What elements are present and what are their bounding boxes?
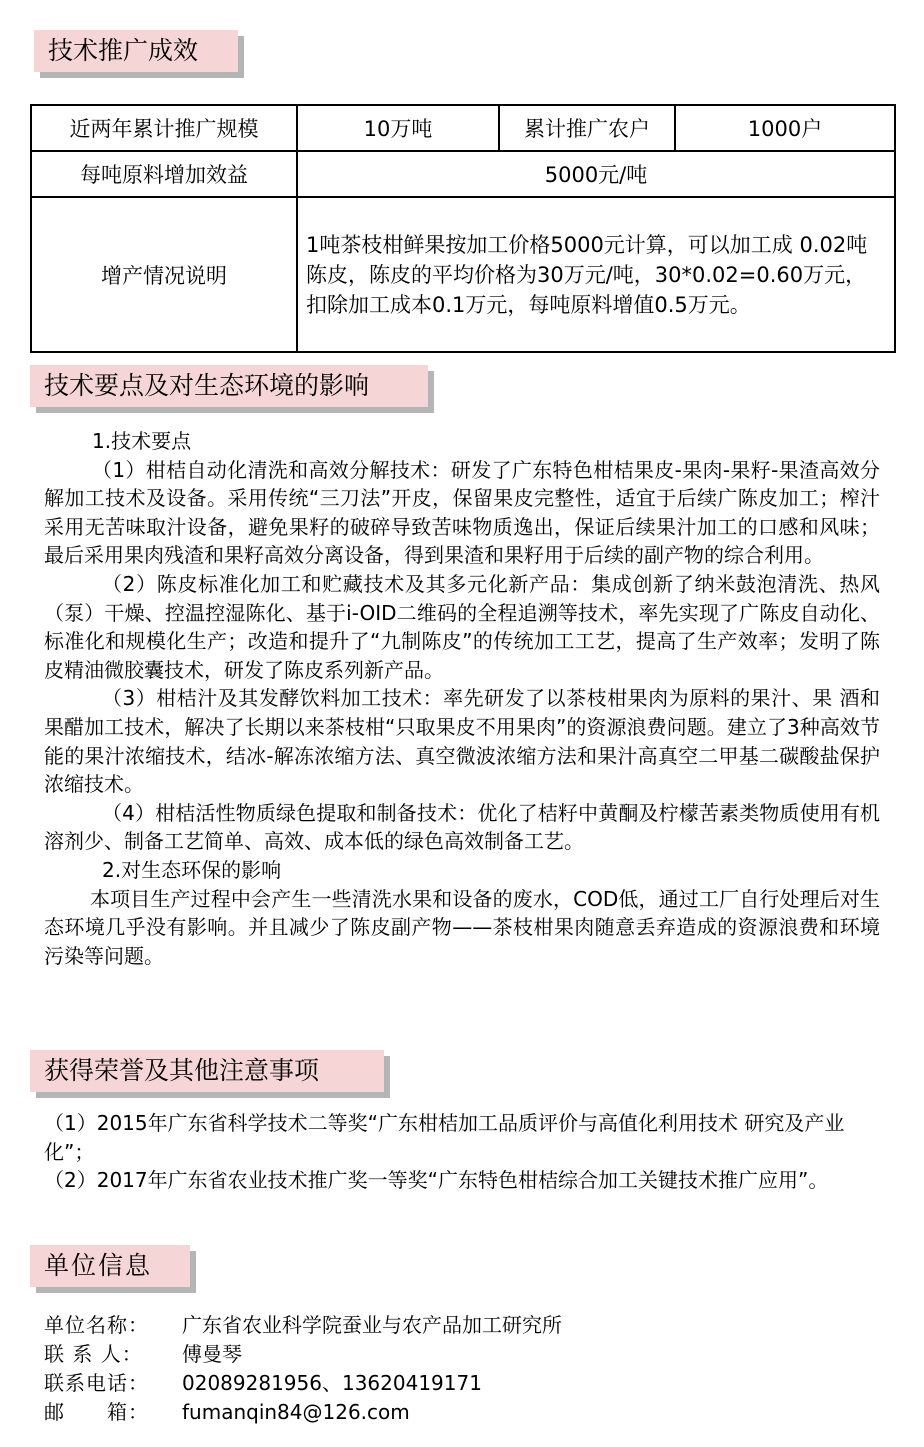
contact-label: 联 系 人： bbox=[44, 1342, 143, 1366]
tech-paragraph: （1）柑桔自动化清洗和高效分解技术：研发了广东特色柑桔果皮-果肉-果籽-果渣高效分解加工技术及设备。采用传统“三刀法”开皮，保留果皮完整性，适宜于后续广陈皮加工；榨汁采用无苦味取汁设备，避免果籽的破碎导致苦味物质逸出，保证后续果汁加工的口感和风味；最后采用果肉残渣和果籽高效分离设备，得到果渣和果籽用于后续的副产物的综合利用。 bbox=[44, 457, 880, 568]
section-title-effect: 技术推广成效 bbox=[34, 30, 238, 72]
table-row bbox=[31, 151, 895, 197]
honor-item: （2）2017年广东省农业技术推广奖一等奖“广东特色柑桔综合加工关键技术推广应用”。 bbox=[44, 1168, 829, 1193]
unit-row-email bbox=[44, 1398, 562, 1427]
desc-value: 1吨茶枝柑鲜果按加工价格5000元计算，可以加工成 0.02吨陈皮，陈皮的平均价格为30万元/吨，30*0.02=0.60万元，扣除加工成本0.1万元，每吨原料增值0.5万元。 bbox=[297, 197, 895, 352]
phone-label: 联系电话： bbox=[44, 1371, 149, 1395]
section-title-tech: 技术要点及对生态环境的影响 bbox=[30, 365, 428, 407]
farmers-value: 1000户 bbox=[675, 105, 895, 151]
tech-paragraph: （2）陈皮标准化加工和贮藏技术及其多元化新产品：集成创新了纳米鼓泡清洗、热风（泵）干燥、控温控湿陈化、基于i-OID二维码的全程追溯等技术，率先实现了广陈皮自动化、标准化和规模化生产；改造和提升了“九制陈皮”的传统加工工艺，提高了生产效率；发明了陈皮精油微胶囊技术，研发了陈皮系列新产品。 bbox=[44, 571, 880, 682]
benefit-label: 每吨原料增加效益 bbox=[31, 151, 297, 197]
desc-label: 增产情况说明 bbox=[31, 197, 297, 352]
email-label: 邮 箱： bbox=[44, 1400, 149, 1424]
section-title-honors: 获得荣誉及其他注意事项 bbox=[30, 1050, 384, 1092]
table-row bbox=[31, 105, 895, 151]
contact-value: 傅曼琴 bbox=[182, 1342, 242, 1366]
section-title-unit: 单位信息 bbox=[30, 1245, 190, 1287]
scale-value: 10万吨 bbox=[297, 105, 499, 151]
scale-label: 近两年累计推广规模 bbox=[31, 105, 297, 151]
tech-paragraph: （3）柑桔汁及其发酵饮料加工技术：率先研发了以茶枝柑果肉为原料的果汁、果 酒和果醋加工技术，解决了长期以来茶枝柑“只取果皮不用果肉”的资源浪费问题。建立了3种高效节能的果汁浓缩技术，结冰-解冻浓缩方法、真空微波浓缩方法和果汁高真空二甲基二碳酸盐保护浓缩技术。 bbox=[44, 686, 880, 797]
unit-info bbox=[44, 1311, 562, 1427]
farmers-label: 累计推广农户 bbox=[499, 105, 675, 151]
tech-paragraph: 本项目生产过程中会产生一些清洗水果和设备的废水，COD低，通过工厂自行处理后对生态环境几乎没有影响。并且减少了陈皮副产物——茶枝柑果肉随意丢弃造成的资源浪费和环境污染等问题。 bbox=[44, 886, 880, 968]
metrics-table bbox=[30, 104, 896, 353]
phone-value: 02089281956、13620419171 bbox=[182, 1371, 482, 1395]
unit-row-contact bbox=[44, 1340, 562, 1369]
tech-paragraph: （4）柑桔活性物质绿色提取和制备技术：优化了桔籽中黄酮及柠檬苦素类物质使用有机溶剂少、制备工艺简单、高效、成本低的绿色高效制备工艺。 bbox=[44, 800, 880, 854]
email-value[interactable]: fumanqin84@126.com bbox=[182, 1400, 410, 1424]
tech-subtitle-1: 1.技术要点 bbox=[92, 429, 192, 453]
table-row bbox=[31, 197, 895, 352]
tech-content bbox=[44, 427, 880, 970]
unit-row-name bbox=[44, 1311, 562, 1340]
tech-subtitle-2: 2.对生态环保的影响 bbox=[102, 857, 282, 882]
unit-name-label: 单位名称： bbox=[44, 1313, 149, 1337]
benefit-value: 5000元/吨 bbox=[297, 151, 895, 197]
unit-row-phone bbox=[44, 1369, 562, 1398]
unit-name-value: 广东省农业科学院蚕业与农产品加工研究所 bbox=[182, 1313, 562, 1337]
honors-content bbox=[44, 1109, 880, 1195]
honor-item: （1）2015年广东省科学技术二等奖“广东柑桔加工品质评价与高值化利用技术 研究及产业化”； bbox=[44, 1111, 845, 1164]
